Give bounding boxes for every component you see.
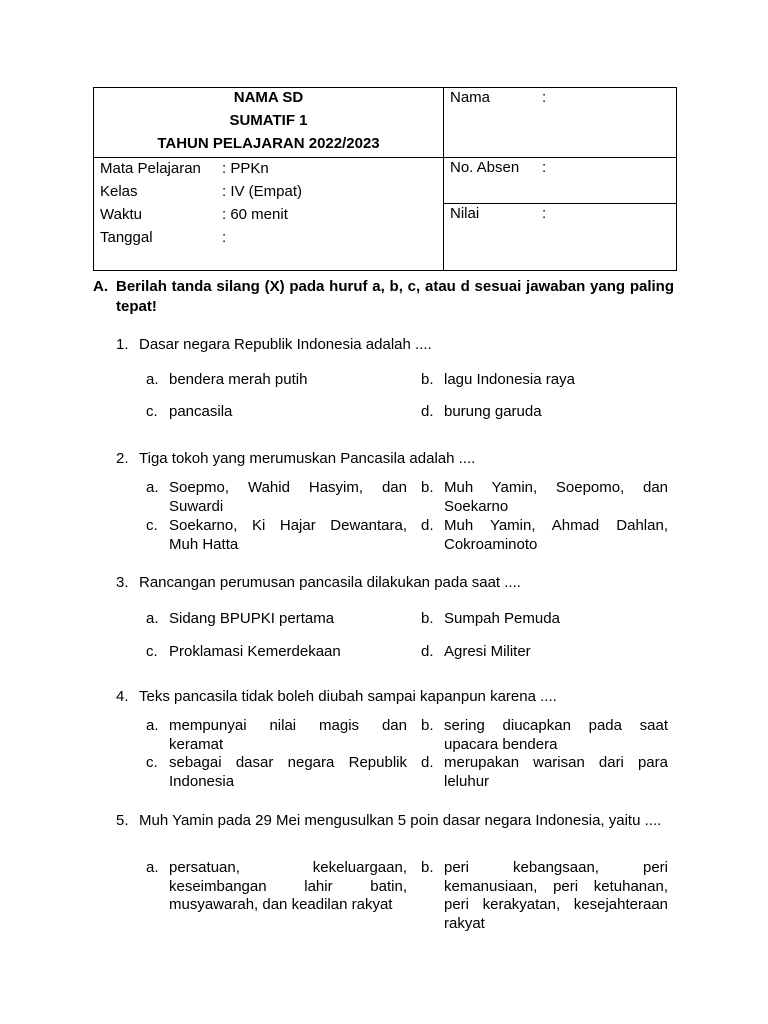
option-letter: a. — [146, 479, 159, 496]
class-label: Kelas — [100, 183, 138, 200]
question-text: Dasar negara Republik Indonesia adalah .... — [139, 336, 432, 353]
option-text: pancasila — [169, 403, 233, 420]
q3-option-d[interactable] — [421, 643, 668, 662]
q2-option-d[interactable] — [421, 517, 668, 554]
absen-label: No. Absen — [450, 159, 520, 176]
option-text: Proklamasi Kemerdekaan — [169, 643, 341, 660]
option-text: Soepmo, Wahid Hasyim, dan Suwardi — [169, 479, 407, 515]
option-letter: c. — [146, 517, 158, 534]
q1-option-a[interactable] — [146, 371, 407, 390]
option-text: Sumpah Pemuda — [444, 610, 560, 627]
option-text: persatuan, kekeluargaan, keseimbangan lahir batin, musyawarah, dan keadilan rakyat — [169, 859, 407, 913]
time-label: Waktu — [100, 206, 142, 223]
q3-option-a[interactable] — [146, 610, 407, 629]
question-number: 4. — [116, 688, 129, 705]
q2-option-c[interactable] — [146, 517, 407, 554]
q1-option-d[interactable] — [421, 403, 668, 422]
instruction-text: Berilah tanda silang (X) pada huruf a, b, c, atau d sesuai jawaban yang paling tepat! — [116, 278, 674, 315]
option-text: lagu Indonesia raya — [444, 371, 575, 388]
name-colon: : — [542, 89, 547, 106]
date-label: Tanggal — [100, 229, 153, 246]
question-number: 1. — [116, 336, 129, 353]
q2-option-b[interactable] — [421, 479, 668, 516]
exam-name: SUMATIF 1 — [229, 112, 308, 129]
score-cell[interactable] — [444, 204, 677, 271]
subject-label: Mata Pelajaran — [100, 160, 201, 177]
score-label: Nilai — [450, 205, 480, 222]
option-letter: b. — [421, 717, 434, 734]
option-text: sering diucapkan pada saat upacara bendera — [444, 717, 668, 753]
score-colon: : — [542, 205, 547, 222]
academic-year: TAHUN PELAJARAN 2022/2023 — [157, 135, 380, 152]
absen-cell[interactable] — [444, 158, 677, 204]
option-text: burung garuda — [444, 403, 542, 420]
question-3 — [116, 573, 674, 592]
question-1 — [116, 335, 674, 354]
section-a-instruction — [93, 277, 674, 317]
question-number: 3. — [116, 574, 129, 591]
option-letter: b. — [421, 610, 434, 627]
q5-option-a[interactable] — [146, 859, 407, 915]
option-letter: c. — [146, 403, 158, 420]
q4-option-b[interactable] — [421, 717, 668, 754]
q4-option-d[interactable] — [421, 754, 668, 791]
q1-option-b[interactable] — [421, 371, 668, 390]
question-number: 5. — [116, 812, 129, 829]
option-text: Muh Yamin, Ahmad Dahlan, Cokroaminoto — [444, 517, 668, 553]
class-value: : IV (Empat) — [222, 183, 303, 200]
question-text: Teks pancasila tidak boleh diubah sampai kapanpun karena .... — [139, 688, 557, 705]
q1-option-c[interactable] — [146, 403, 407, 422]
option-text: peri kebangsaan, peri kemanusiaan, peri ketuhanan, peri kerakyatan, kesejahteraan rakyat — [444, 859, 668, 932]
name-label: Nama — [450, 89, 491, 106]
q5-option-b[interactable] — [421, 859, 668, 933]
question-5 — [116, 811, 674, 830]
option-letter: b. — [421, 371, 434, 388]
option-letter: d. — [421, 643, 434, 660]
option-letter: c. — [146, 754, 158, 771]
q2-option-a[interactable] — [146, 479, 407, 516]
option-letter: b. — [421, 859, 434, 876]
question-text: Tiga tokoh yang merumuskan Pancasila adalah .... — [139, 450, 476, 467]
option-letter: a. — [146, 859, 159, 876]
school-name: NAMA SD — [233, 89, 304, 106]
option-letter: b. — [421, 479, 434, 496]
question-text: Muh Yamin pada 29 Mei mengusulkan 5 poin dasar negara Indonesia, yaitu .... — [139, 812, 662, 829]
absen-colon: : — [542, 159, 547, 176]
question-number: 2. — [116, 450, 129, 467]
option-text: Sidang BPUPKI pertama — [169, 610, 335, 627]
q3-option-b[interactable] — [421, 610, 668, 629]
option-text: Soekarno, Ki Hajar Dewantara, Muh Hatta — [169, 517, 407, 553]
question-text: Rancangan perumusan pancasila dilakukan pada saat .... — [139, 574, 521, 591]
question-4 — [116, 687, 674, 706]
option-text: Muh Yamin, Soepomo, dan Soekarno — [444, 479, 668, 515]
option-letter: c. — [146, 643, 158, 660]
option-text: sebagai dasar negara Republik Indonesia — [169, 754, 407, 790]
question-2 — [116, 449, 674, 468]
header-table — [93, 87, 677, 271]
q4-option-c[interactable] — [146, 754, 407, 791]
q4-option-a[interactable] — [146, 717, 407, 754]
option-letter: a. — [146, 717, 159, 734]
option-text: merupakan warisan dari para leluhur — [444, 754, 668, 790]
option-letter: d. — [421, 754, 434, 771]
option-letter: a. — [146, 610, 159, 627]
option-text: mempunyai nilai magis dan keramat — [169, 717, 407, 753]
date-value: : — [222, 229, 227, 246]
option-letter: d. — [421, 517, 434, 534]
meta-cell — [94, 158, 444, 271]
option-letter: d. — [421, 403, 434, 420]
option-text: bendera merah putih — [169, 371, 308, 388]
time-value: : 60 menit — [222, 206, 288, 223]
option-letter: a. — [146, 371, 159, 388]
q3-option-c[interactable] — [146, 643, 407, 662]
section-marker: A. — [93, 278, 108, 295]
title-cell — [94, 88, 444, 158]
name-cell[interactable] — [444, 88, 677, 158]
subject-value: : PPKn — [222, 160, 269, 177]
option-text: Agresi Militer — [444, 643, 531, 660]
